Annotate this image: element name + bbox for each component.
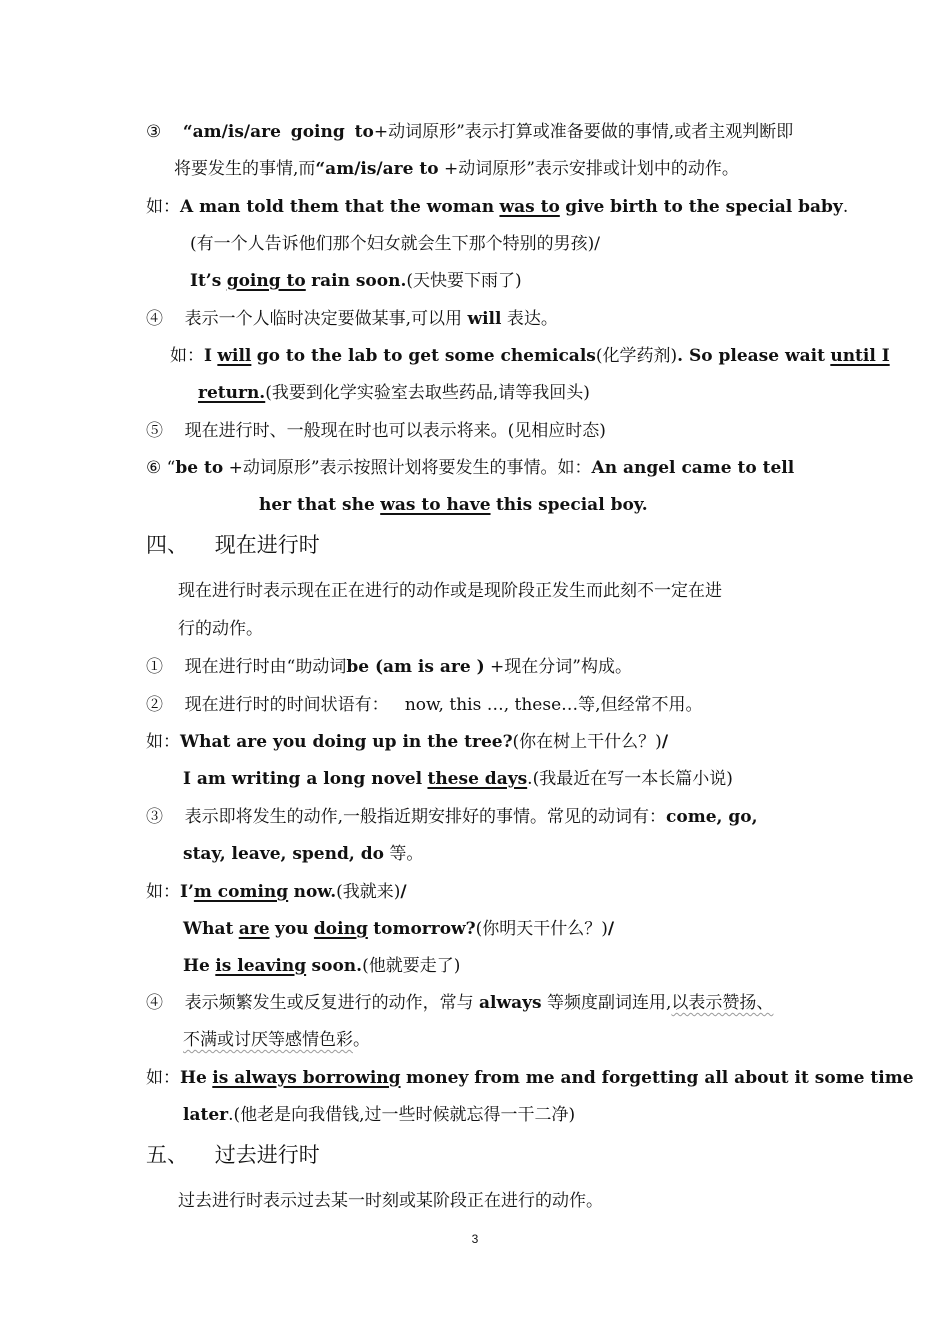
example-text: now.	[293, 882, 337, 902]
text: /	[661, 732, 669, 752]
underlined-phrase: m coming	[193, 882, 289, 902]
example-text: rain soon.	[311, 271, 407, 291]
translation: (你明天干什么？)	[475, 919, 608, 939]
item-4-line2	[183, 1028, 370, 1052]
underlined-phrase: was to have	[380, 495, 491, 515]
text: 表示一个人临时决定要做某事,可以用	[184, 309, 463, 329]
text: 将要发生的事情,而	[174, 159, 316, 179]
example-line	[170, 344, 890, 368]
example-line	[146, 195, 848, 219]
example-text: An angel came to tell	[591, 458, 795, 478]
circled-number-3: ③	[146, 807, 163, 827]
example-line	[183, 954, 460, 978]
example-text: I am writing a long novel	[183, 769, 423, 789]
example-line	[146, 1066, 914, 1090]
translation: (我要到化学实验室去取些药品,请等我回头)	[265, 383, 590, 403]
section-title: 过去进行时	[214, 1143, 320, 1167]
example-text: you	[274, 919, 309, 939]
keyword: always	[479, 993, 542, 1013]
item-4-line	[146, 991, 773, 1015]
keyword: come, go,	[666, 807, 758, 827]
translation-line	[190, 232, 600, 256]
example-line	[146, 880, 407, 904]
text: 表示频繁发生或反复进行的动作，常与	[184, 993, 474, 1013]
item-3-line	[146, 805, 758, 829]
text: “	[166, 458, 176, 478]
text: +动词原形”表示打算或准备要做的事情,或者主观判断即	[373, 122, 794, 142]
translation: (化学药剂)	[595, 346, 678, 366]
example-text: later	[183, 1105, 229, 1125]
section-number: 五、	[146, 1143, 188, 1167]
paragraph-line	[178, 617, 263, 641]
page-number: 3	[471, 1232, 479, 1246]
example-text: I’	[180, 882, 194, 902]
example-text: He	[180, 1068, 207, 1088]
example-text: go to the lab to get some chemicals	[256, 346, 596, 366]
example-label: 如：	[146, 732, 180, 752]
circled-number-5: ⑤	[146, 421, 163, 441]
example-label: 如：	[146, 197, 180, 217]
example-text: tomorrow?	[373, 919, 476, 939]
circled-number-3: ③	[146, 122, 162, 142]
example-line	[183, 767, 733, 791]
example-line	[183, 917, 614, 941]
item-6-line2	[259, 493, 648, 517]
example-text: soon.	[311, 956, 363, 976]
item-4-line	[146, 307, 558, 331]
example-text: give birth to the special baby	[565, 197, 843, 217]
item-6-line1	[146, 456, 794, 480]
text: 现在进行时的时间状语有：	[184, 695, 389, 715]
underlined-phrase: is leaving	[215, 956, 307, 976]
translation: .(他老是向我借钱,过一些时候就忘得一干二净)	[228, 1105, 576, 1125]
keyword: be (am is are )	[346, 657, 485, 677]
circled-number-4: ④	[146, 309, 163, 329]
text: .	[842, 197, 849, 217]
example-text: He	[183, 956, 210, 976]
text: 过去进行时表示过去某一时刻或某阶段正在进行的动作。	[178, 1191, 603, 1211]
item-3-line2	[174, 157, 739, 181]
example-text: A man told them that the woman	[180, 197, 495, 217]
item-3-line1	[146, 120, 793, 144]
item-5-line	[146, 419, 606, 443]
example-text: It’s	[190, 271, 222, 291]
section-title: 现在进行时	[214, 533, 320, 557]
section-number: 四、	[146, 533, 188, 557]
text: +动词原形”表示按照计划将要发生的事情。如：	[223, 458, 592, 478]
paragraph-line	[178, 579, 722, 603]
section-heading-4	[146, 533, 320, 557]
wavy-underlined-text: 以表示赞扬、	[671, 993, 774, 1013]
underlined-phrase: until I	[830, 346, 890, 366]
item-2-line	[146, 693, 703, 717]
wavy-underlined-text: 不满或讨厌等感情色彩	[183, 1030, 353, 1050]
underlined-phrase: these days	[427, 769, 528, 789]
circled-number-2: ②	[146, 695, 163, 715]
text: /	[400, 882, 407, 902]
translation: (天快要下雨了)	[406, 271, 522, 291]
be-to-phrase: “am/is/are to	[315, 159, 439, 179]
example-label: 如：	[146, 1068, 180, 1088]
text: 表达。	[506, 309, 558, 329]
example-line	[183, 1103, 575, 1127]
example-text: I	[204, 346, 212, 366]
keyword: will	[467, 309, 502, 329]
example-line	[190, 269, 522, 293]
text: 。	[353, 1030, 370, 1050]
example-label: 如：	[146, 882, 180, 902]
underlined-phrase: doing	[313, 919, 368, 939]
underlined-phrase: going to	[226, 271, 306, 291]
underlined-phrase: return.	[198, 383, 266, 403]
translation: (我最近在写一本长篇小说)	[532, 769, 733, 789]
text: 现在进行时由“助动词	[184, 657, 347, 677]
text: .	[527, 769, 533, 789]
text: +动词原形”表示安排或计划中的动作。	[438, 159, 739, 179]
text: 表示即将发生的动作,一般指近期安排好的事情。常见的动词有：	[184, 807, 667, 827]
underlined-phrase: is always borrowing	[212, 1068, 401, 1088]
example-text: What are you doing up in the tree?	[180, 732, 513, 752]
translation: (他就要走了)	[362, 956, 461, 976]
text: now, this …, these…等,但经常不用。	[404, 695, 703, 715]
item-3-line2	[183, 842, 423, 866]
circled-number-4: ④	[146, 993, 163, 1013]
example-line	[198, 381, 590, 405]
circled-number-1: ①	[146, 657, 163, 677]
underlined-phrase: are	[238, 919, 270, 939]
example-text: money from me and forgetting all about it some time	[405, 1068, 914, 1088]
translation: (我就来)	[336, 882, 401, 902]
example-text: . So please wait	[677, 346, 825, 366]
example-line	[146, 730, 668, 754]
text: /	[607, 919, 615, 939]
text: 等。	[389, 844, 424, 864]
going-to-phrase: “am/is/are going to	[182, 122, 374, 142]
keyword: be to	[175, 458, 224, 478]
translation: (你在树上干什么？)	[512, 732, 662, 752]
example-text: her that she	[259, 495, 375, 515]
item-1-line	[146, 655, 632, 679]
example-text: What	[183, 919, 234, 939]
underlined-phrase: will	[217, 346, 252, 366]
text: 等频度副词连用,	[547, 993, 672, 1013]
circled-number-6: ⑥	[146, 458, 162, 478]
text: 行的动作。	[178, 619, 263, 639]
text: 现在进行时表示现在正在进行的动作或是现阶段正发生而此刻不一定在进	[178, 581, 722, 601]
example-text: this special boy.	[495, 495, 648, 515]
section-heading-5	[146, 1143, 320, 1167]
keyword: stay, leave, spend, do	[183, 844, 384, 864]
paragraph-line	[178, 1189, 603, 1213]
underlined-phrase: was to	[499, 197, 560, 217]
translation: (有一个人告诉他们那个妇女就会生下那个特别的男孩)/	[190, 234, 600, 254]
text: +现在分词”构成。	[484, 657, 632, 677]
example-label: 如：	[170, 346, 204, 366]
text: 现在进行时、一般现在时也可以表示将来。(见相应时态)	[184, 421, 606, 441]
